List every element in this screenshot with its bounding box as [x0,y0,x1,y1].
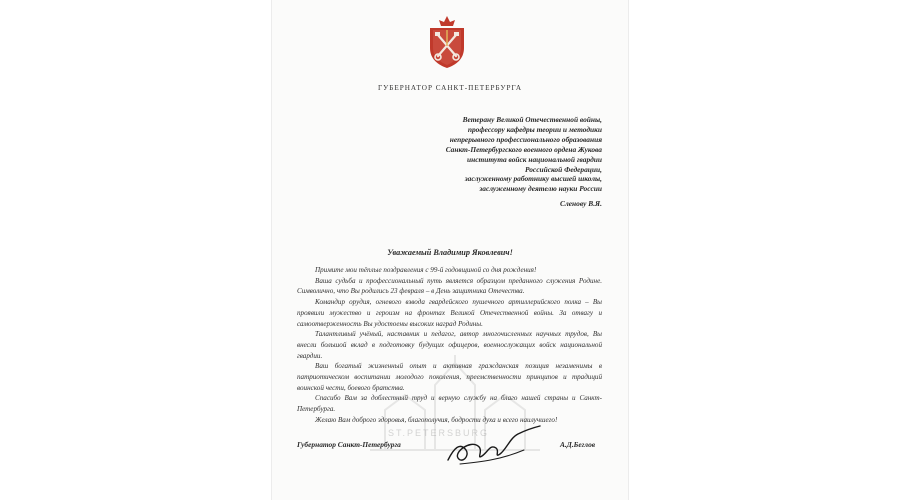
body-paragraph: Командир орудия, огневого взвода гвардейского пушечного артиллерийского полка – Вы проявили мужество и героизм на фронтах Великой Отечественной войны. За отвагу и самоотверженность Вы удостоены высоких наград Родины. [297,298,602,328]
signatory-name: А.Д.Беглов [560,440,596,449]
letterhead-organization: ГУБЕРНАТОР САНКТ-ПЕТЕРБУРГА [377,84,523,92]
body-paragraph: Спасибо Вам за доблестный труд и верную службу на благо нашей страны и Санкт-Петербурга. [297,394,602,414]
addressee-line: Санкт-Петербургского военного ордена Жукова [445,144,602,154]
body-paragraph: Ваш богатый жизненный опыт и активная гражданская позиция незаменимы в патриотическом воспитании молодого поколения, преемственности принципов и традиций воинской чести, боевого братства. [297,362,602,392]
signatory-title: Губернатор Санкт-Петербурга [297,440,401,449]
watermark-text: ST.PETERSBURG [388,428,490,438]
addressee-line: института войск национальной гвардии [467,154,602,164]
addressee-line: заслуженному работнику высшей школы, [464,174,602,184]
salutation: Уважаемый Владимир Яковлевич! [387,248,513,257]
addressee-line: Российской Федерации, [524,164,602,174]
handwritten-signature-icon [440,420,550,468]
coat-of-arms-icon [427,16,467,68]
body-paragraph: Талантливый учёный, наставник и педагог, автор многочисленных научных трудов, Вы внесли большой вклад в подготовку будущих офицеров, военнослужащих войск национальной гвардии. [297,330,602,360]
addressee-line: Ветерану Великой Отечественной войны, [462,115,602,124]
addressee-line: заслуженному деятелю науки России [479,184,602,194]
addressee-line: профессору кафедры теории и методики [467,124,602,134]
body-paragraph: Примите мои тёплые поздравления с 99-й годовщиной со дня рождения! [315,266,537,274]
addressee-line: непрерывного профессионального образования [449,134,602,144]
addressee-block [446,115,602,194]
letter-body [297,265,602,426]
recipient-name: Сленову В.Я. [560,199,602,208]
body-paragraph: Ваша судьба и профессиональный путь является образцом преданного служения Родине. Символично, что Вы родились 23 февраля – в День защитника Отечества. [297,276,602,296]
body-paragraph: Желаю Вам доброго здоровья, благополучия, бодрости духа и всего наилучшего! [315,415,558,424]
